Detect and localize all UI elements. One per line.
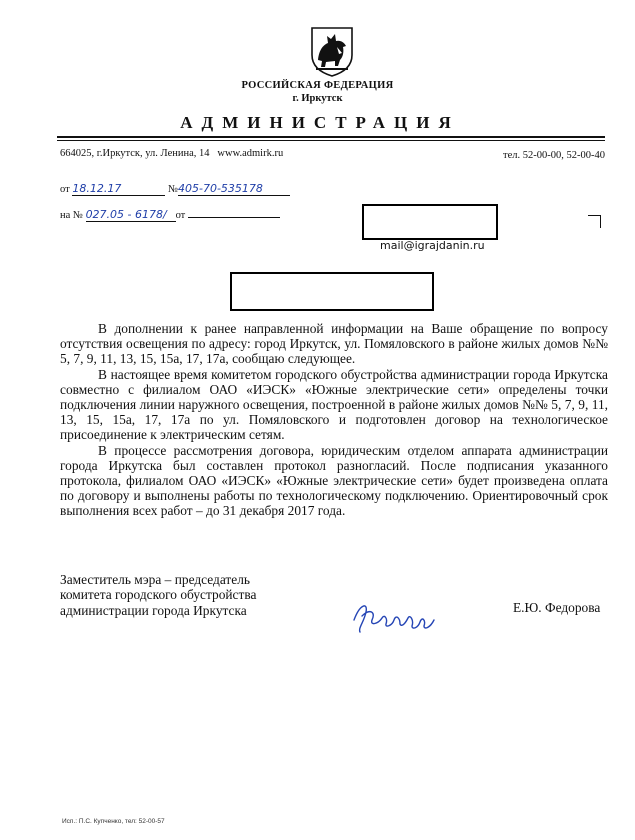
handwritten-date: 18.12.17: [72, 182, 122, 195]
handwritten-signature: [350, 598, 440, 643]
outgoing-reference: [60, 182, 290, 196]
header-divider-thick: [57, 136, 605, 138]
position-line: комитета городского обустройства: [60, 587, 257, 603]
country-name: РОССИЙСКАЯ ФЕДЕРАЦИЯ: [241, 80, 394, 91]
contact-line: [60, 148, 283, 159]
to-from-label: от: [175, 210, 186, 221]
signatory-name: Е.Ю. Федорова: [513, 600, 601, 615]
header-divider-thin: [57, 140, 605, 141]
website: www.admirk.ru: [217, 148, 284, 159]
recipient-email: mail@igrajdanin.ru: [380, 239, 485, 252]
address-corner-mark: [588, 215, 601, 228]
incoming-reference: [60, 208, 280, 222]
body-paragraph: В настоящее время комитетом городского обустройства администрации города Иркутска совместно с филиалом ОАО «ИЭСК» «Южные электрические сети» определены точки подключения линии наружного освещения, построенной в районе жилых домов №№ 5, 7, 9, 11, 13, 15, 15а, 17, 17а по ул. Помяловского и подготовлен договор на технологическое присоединение к электрическим сетям.: [60, 366, 608, 443]
number-label: №: [167, 184, 178, 195]
to-number-field: [86, 208, 176, 222]
redacted-recipient: [362, 204, 498, 240]
irkutsk-coat-of-arms-icon: [309, 25, 355, 77]
date-label: от: [60, 184, 70, 195]
organization-title: АДМИНИСТРАЦИЯ: [180, 113, 460, 132]
body-paragraph: В дополнении к ранее направленной информации на Ваше обращение по вопросу отсутствия освещения по адресу: город Иркутск, ул. Помяловского в районе жилых домов №№ 5, 7, 9, 11, 13, 15, 15а, 17, 17а, сообщаю следующее.: [60, 321, 608, 367]
signatory-position: [60, 572, 256, 618]
handwritten-to-number: 027.05 - 6178/: [85, 208, 167, 221]
to-number-label: на №: [60, 210, 83, 221]
body-paragraph: В процессе рассмотрения договора, юридическим отделом аппарата администрации города Иркутска был составлен протокол разногласий. После подписания указанного протокола, филиалом ОАО «ИЭСК» «Южные электрические сети» будет произведена оплата по договору и выполнены работы по технологическому подключению. Ориентировочный срок выполнения всех работ – до 31 декабря 2017 года.: [60, 442, 608, 519]
city-name: г. Иркутск: [292, 93, 343, 104]
position-line: Заместитель мэра – председатель: [60, 572, 251, 587]
letter-body: [60, 321, 608, 519]
number-field: [178, 182, 290, 196]
executor-note: Исп.: П.С. Купченко, тел: 52-00-57: [62, 818, 165, 825]
redacted-salutation: [230, 272, 434, 311]
postal-address: 664025, г.Иркутск, ул. Ленина, 14: [60, 148, 210, 159]
position-line: администрации города Иркутска: [60, 602, 247, 618]
to-date-field: [188, 217, 280, 218]
date-field: [72, 182, 165, 196]
phone-numbers: тел. 52-00-00, 52-00-40: [503, 150, 605, 161]
handwritten-number: 405-70-535178: [177, 182, 263, 195]
